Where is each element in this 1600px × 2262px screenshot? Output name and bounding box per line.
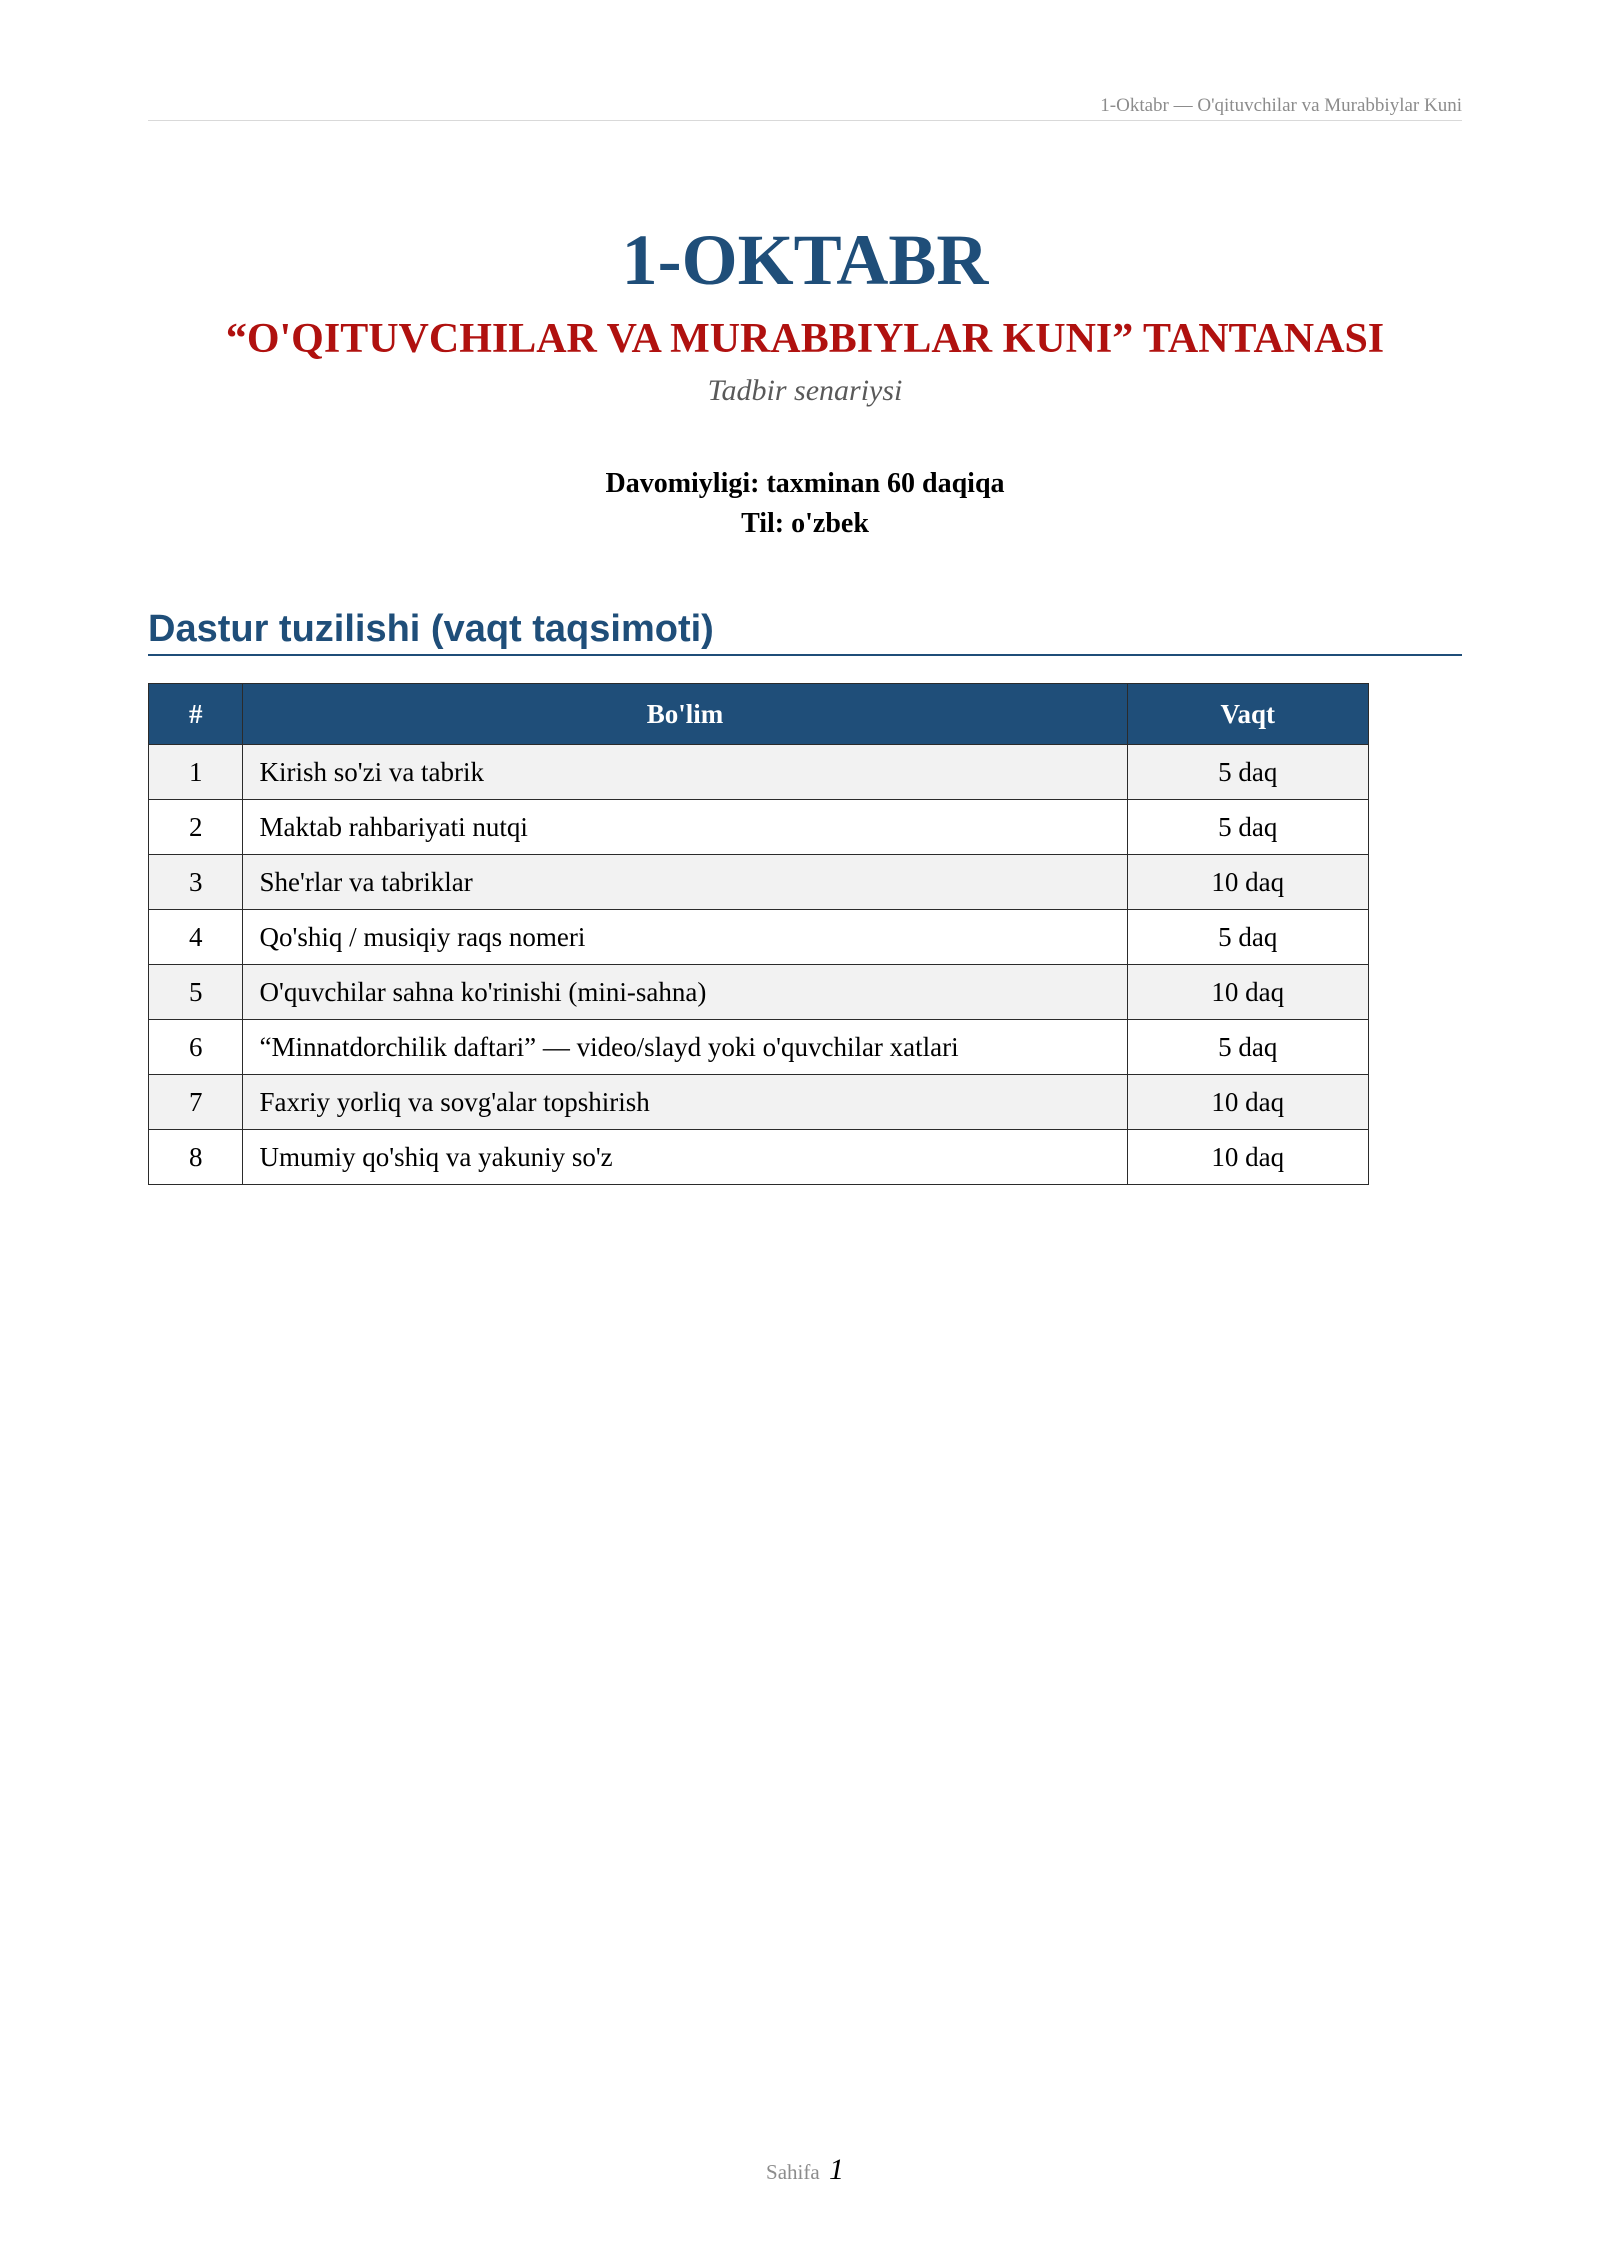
row-number: 5 bbox=[149, 965, 243, 1020]
row-section: Kirish so'zi va tabrik bbox=[243, 745, 1127, 800]
row-section: O'quvchilar sahna ko'rinishi (mini-sahna) bbox=[243, 965, 1127, 1020]
document-subtitle: “O'QITUVCHILAR VA MURABBIYLAR KUNI” TANTANASI bbox=[225, 316, 1385, 362]
running-header: 1-Oktabr — O'qituvchilar va Murabbiylar Kuni bbox=[148, 96, 1462, 121]
row-section: “Minnatdorchilik daftari” — video/slayd yoki o'quvchilar xatlari bbox=[243, 1020, 1127, 1075]
row-time: 10 daq bbox=[1127, 855, 1368, 910]
row-number: 2 bbox=[149, 800, 243, 855]
section-heading: Dastur tuzilishi (vaqt taqsimoti) bbox=[148, 604, 1462, 656]
row-section: She'rlar va tabriklar bbox=[243, 855, 1127, 910]
table-row bbox=[149, 965, 1369, 1020]
page-footer bbox=[0, 2150, 1600, 2192]
row-time: 10 daq bbox=[1127, 965, 1368, 1020]
table-row bbox=[149, 745, 1369, 800]
row-number: 8 bbox=[149, 1130, 243, 1185]
row-time: 5 daq bbox=[1127, 910, 1368, 965]
row-time: 5 daq bbox=[1127, 800, 1368, 855]
table-row bbox=[149, 855, 1369, 910]
row-section: Qo'shiq / musiqiy raqs nomeri bbox=[243, 910, 1127, 965]
column-header-number: # bbox=[149, 684, 243, 745]
document-title: 1-OKTABR bbox=[621, 220, 989, 300]
table-row bbox=[149, 1020, 1369, 1075]
document-tagline: Tadbir senariysi bbox=[707, 374, 903, 407]
table-row bbox=[149, 1075, 1369, 1130]
page-label: Sahifa bbox=[766, 2160, 820, 2184]
duration-line: Davomiyligi: taxminan 60 daqiqa bbox=[605, 468, 1005, 499]
program-table bbox=[148, 683, 1369, 1185]
column-header-section: Bo'lim bbox=[243, 684, 1127, 745]
row-number: 1 bbox=[149, 745, 243, 800]
row-number: 3 bbox=[149, 855, 243, 910]
row-time: 5 daq bbox=[1127, 745, 1368, 800]
column-header-time: Vaqt bbox=[1127, 684, 1368, 745]
table-row bbox=[149, 800, 1369, 855]
event-meta bbox=[0, 464, 1600, 544]
page-number: 1 bbox=[828, 2153, 844, 2186]
language-line: Til: o'zbek bbox=[741, 508, 869, 539]
row-time: 10 daq bbox=[1127, 1075, 1368, 1130]
row-section: Faxriy yorliq va sovg'alar topshirish bbox=[243, 1075, 1127, 1130]
row-number: 4 bbox=[149, 910, 243, 965]
row-time: 10 daq bbox=[1127, 1130, 1368, 1185]
row-time: 5 daq bbox=[1127, 1020, 1368, 1075]
table-row bbox=[149, 1130, 1369, 1185]
table-header-row bbox=[149, 684, 1369, 745]
row-number: 6 bbox=[149, 1020, 243, 1075]
table-row bbox=[149, 910, 1369, 965]
row-number: 7 bbox=[149, 1075, 243, 1130]
row-section: Umumiy qo'shiq va yakuniy so'z bbox=[243, 1130, 1127, 1185]
row-section: Maktab rahbariyati nutqi bbox=[243, 800, 1127, 855]
